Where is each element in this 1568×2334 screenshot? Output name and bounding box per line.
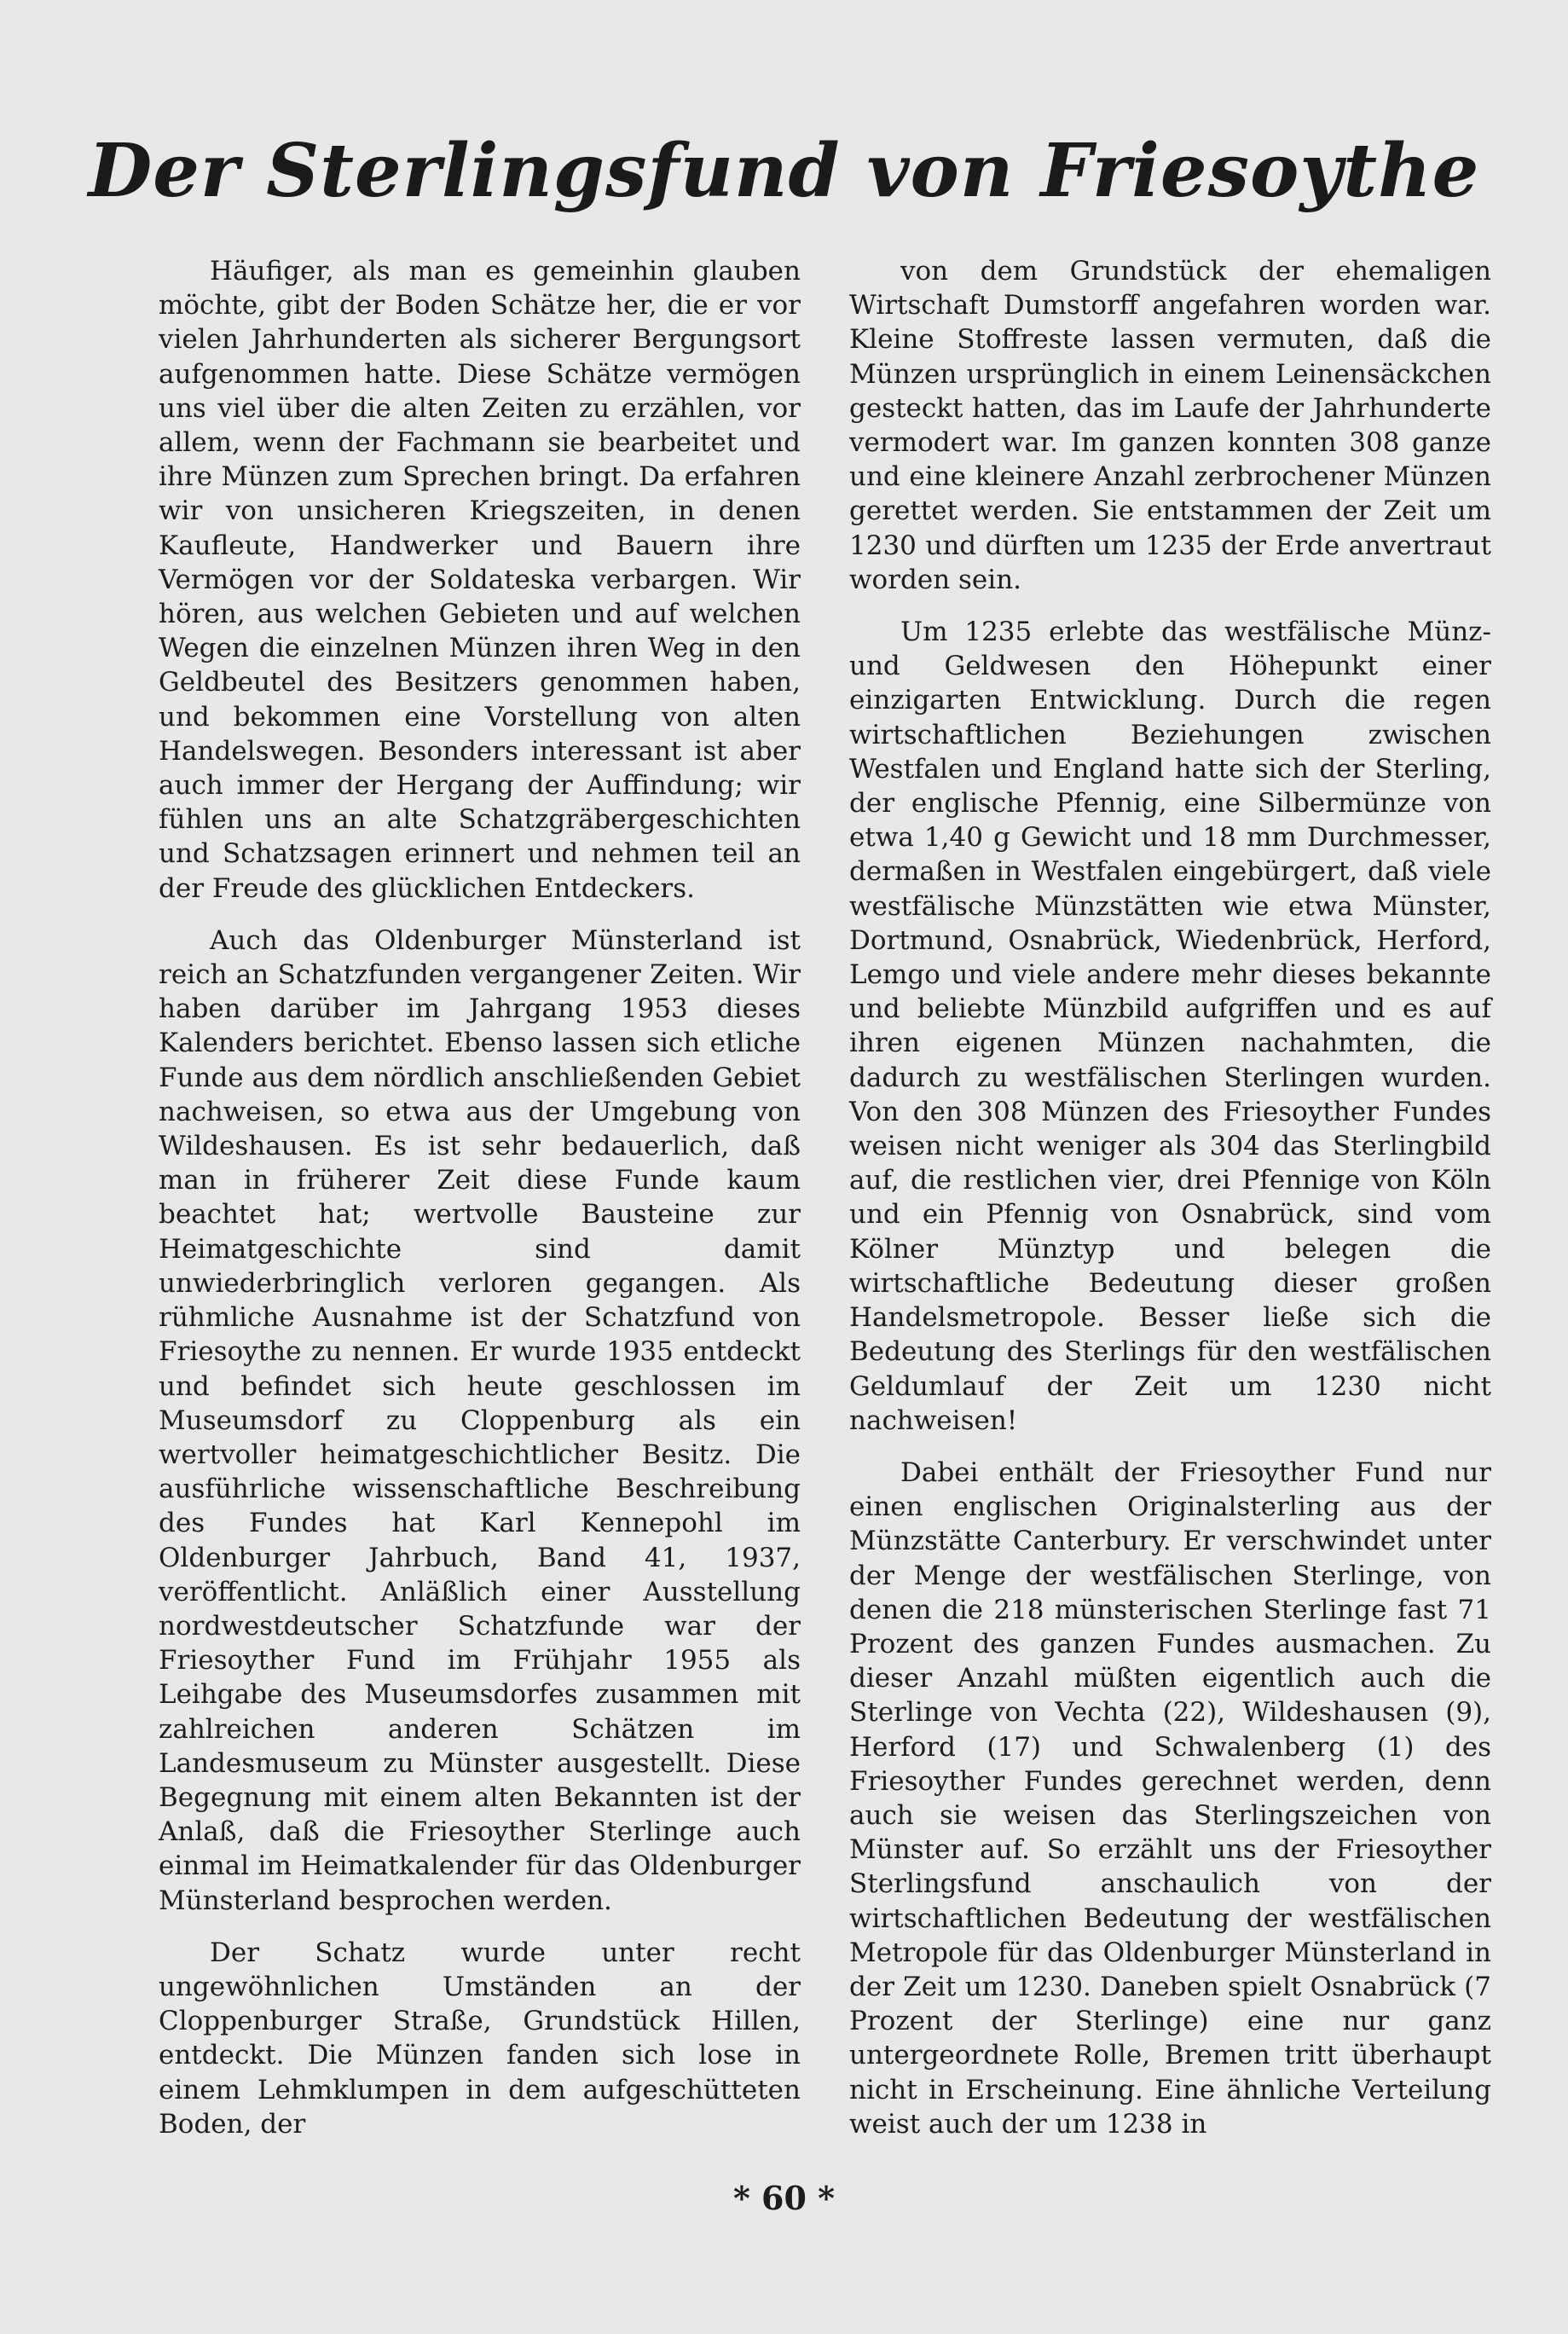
paragraph: Häufiger, als man es gemeinhin glauben möchte, gibt der Boden Schätze her, die er vor vielen Jahrhunderten als sicherer Bergungsort aufgenommen hatte. Diese Schätze vermögen uns viel über die alten Zeiten zu erzählen, vor allem, wenn der Fachmann sie bearbeitet und ihre Münzen zum Sprechen bringt. Da erfahren wir von unsicheren Kriegszeiten, in denen Kaufleute, Handwerker und Bauern ihre Vermögen vor der Soldateska verbargen. Wir hören, aus welchen Gebieten und auf welchen Wegen die einzelnen Münzen ihren Weg in den Geldbeutel des Besitzers genommen haben, und bekommen eine Vorstellung von alten Handelswegen. Besonders interessant ist aber auch immer der Hergang der Auffindung; wir fühlen uns an alte Schatzgräbergeschichten und Schatzsagen erinnert und nehmen teil an der Freude des glücklichen Entdeckers. [159,256,801,904]
left-column [159,254,801,2141]
paragraph: von dem Grundstück der ehemaligen Wirtschaft Dumstorff angefahren worden war. Kleine Stoffreste lassen vermuten, daß die Münzen ursprünglich in einem Leinensäckchen gesteckt hatten, das im Laufe der Jahrhunderte vermodert war. Im ganzen konnten 308 ganze und eine kleinere Anzahl zerbrochener Münzen gerettet werden. Sie entstammen der Zeit um 1230 und dürften um 1235 der Erde anvertraut worden sein. [849,256,1491,595]
paragraph: Auch das Oldenburger Münsterland ist reich an Schatzfunden vergangener Zeiten. Wir haben darüber im Jahrgang 1953 dieses Kalenders berichtet. Ebenso lassen sich etliche Funde aus dem nördlich anschließenden Gebiet nachweisen, so etwa aus der Umgebung von Wildeshausen. Es ist sehr bedauerlich, daß man in früherer Zeit diese Funde kaum beachtet hat; wertvolle Bausteine zur Heimatgeschichte sind damit unwiederbringlich verloren gegangen. Als rühmliche Ausnahme ist der Schatzfund von Friesoythe zu nennen. Er wurde 1935 entdeckt und befindet sich heute geschlossen im Museumsdorf zu Cloppenburg als ein wertvoller heimatgeschichtlicher Besitz. Die ausführliche wissenschaftliche Beschreibung des Fundes hat Karl Kennepohl im Oldenburger Jahrbuch, Band 41, 1937, veröffentlicht. Anläßlich einer Ausstellung nordwestdeutscher Schatzfunde war der Friesoyther Fund im Frühjahr 1955 als Leihgabe des Museumsdorfes zusammen mit zahlreichen anderen Schätzen im Landesmuseum zu Münster ausgestellt. Diese Begegnung mit einem alten Bekannten ist der Anlaß, daß die Friesoyther Sterlinge auch einmal im Heimatkalender für das Oldenburger Münsterland besprochen werden. [159,924,801,1916]
paragraph: Um 1235 erlebte das westfälische Münz- und Geldwesen den Höhepunkt einer einzigarten Entwicklung. Durch die regen wirtschaftlichen Beziehungen zwischen Westfalen und England hatte sich der Sterling, der englische Pfennig, eine Silbermünze von etwa 1,40 g Gewicht und 18 mm Durchmesser, dermaßen in Westfalen eingebürgert, daß viele westfälische Münzstätten wie etwa Münster, Dortmund, Osnabrück, Wiedenbrück, Herford, Lemgo und viele andere mehr dieses bekannte und beliebte Münzbild aufgriffen und es auf ihren eigenen Münzen nachahmten, die dadurch zu westfälischen Sterlingen wurden. Von den 308 Münzen des Friesoyther Fundes weisen nicht weniger als 304 das Sterlingbild auf, die restlichen vier, drei Pfennige von Köln und ein Pfennig von Osnabrück, sind vom Kölner Münztyp und belegen die wirtschaftliche Bedeutung dieser großen Handelsmetropole. Besser ließe sich die Bedeutung des Sterlings für den westfälischen Geldumlauf der Zeit um 1230 nicht nachweisen! [849,617,1491,1436]
page-number: * 60 * [732,2179,836,2217]
article-title: Der Sterlingsfund von Friesoythe [88,128,1480,214]
paragraph: Der Schatz wurde unter recht ungewöhnlichen Umständen an der Cloppenburger Straße, Grundstück Hillen, entdeckt. Die Münzen fanden sich lose in einem Lehmklumpen in dem aufgeschütteten Boden, der [159,1937,801,2140]
paragraph: Dabei enthält der Friesoyther Fund nur einen englischen Originalsterling aus der Münzstätte Canterbury. Er verschwindet unter der Menge der westfälischen Sterlinge, von denen die 218 münsterischen Sterlinge fast 71 Prozent des ganzen Fundes ausmachen. Zu dieser Anzahl müßten eigentlich auch die Sterlinge von Vechta (22), Wildeshausen (9), Herford (17) und Schwalenberg (1) des Friesoyther Fundes gerechnet werden, denn auch sie weisen das Sterlingszeichen von Münster auf. So erzählt uns der Friesoyther Sterlingsfund anschaulich von der wirtschaftlichen Bedeutung der westfälischen Metropole für das Oldenburger Münsterland in der Zeit um 1230. Daneben spielt Osnabrück (7 Prozent der Sterlinge) eine nur ganz untergeordnete Rolle, Bremen tritt überhaupt nicht in Erscheinung. Eine ähnliche Verteilung weist auch der um 1238 in [849,1457,1491,2140]
right-column [849,254,1491,2141]
